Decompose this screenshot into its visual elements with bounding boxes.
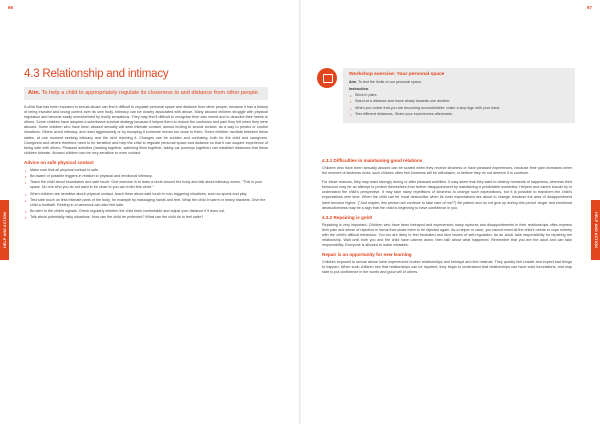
list-item: • Talk about potentially risky situations. How can the child be protected? What can the child do to feel safer?	[24, 215, 268, 220]
workshop-instruction-label: Instruction.	[349, 86, 370, 91]
section-paragraph: Repairing is very important. Children who have been betrayed and experienced many ruptures and disappointments in their relationships often express their pain and sense of rejection in forms that cause them to be rejected again. As a helper or carer, you cannot meet all the child's needs or cope entirely with the child's difficult behaviour. You too are likely to feel frustrated and face issues of self-regulation. As an adult, take responsibility for repairing the relationship. Wait until both you and the child have calmed down, then talk about what happened. Remember that you are the adult and can take responsibility. Everyone is allowed to make mistakes.	[322, 222, 572, 248]
workshop-exercise	[317, 64, 575, 123]
aim-text: To help a child to appropriately regulate its closeness to and distance from other people.	[40, 90, 260, 96]
side-tab	[0, 200, 9, 260]
list-item: • Be alert to the child's signals. Check regularly whether the child feels comfortable and adjust your distance if it does not.	[24, 209, 268, 214]
section-heading: Repair is an opportunity for new learning	[322, 252, 412, 258]
page-title: 4.3 Relationship and intimacy	[24, 68, 169, 80]
list-item: • Be aware of possible triggers in relation to physical and emotional intimacy.	[24, 174, 268, 179]
section-heading: 4.3.1 Difficulties in maintaining good relations	[322, 158, 423, 163]
list-item: • Test safe touch on less intimate parts of the body, for example by massaging hands and feet. Wrap the child in warm or heavy blankets. Give the child a footbath. Resting in a hammock can also feel safe.	[24, 198, 268, 208]
advice-heading: Advice on safe physical contact	[24, 159, 94, 165]
list-item: • Work in pairs.	[349, 93, 569, 98]
workshop-icon	[317, 64, 337, 88]
list-item: • Teach the child about boundaries and safe touch. One exercise is to draw a circle around the body and talk about intimacy zones. "This is your space. No one who you do not want to be close to you can enter this circle."	[24, 180, 268, 190]
workshop-aim	[349, 80, 569, 85]
workshop-icon-label: WORKSHOP	[319, 64, 335, 67]
section-heading: 4.3.2 Repairing is gold!	[322, 214, 373, 220]
side-tab	[591, 200, 600, 260]
workshop-steps	[349, 93, 569, 117]
advice-list	[24, 168, 268, 220]
side-tab-label: HELP AND ACTION	[593, 212, 598, 248]
section-paragraph: For these reasons, they may react strongly during or after pleasant activities. It may seem that they want to destroy moments of happiness, whereas their behaviour may be an attempt to protect themselves from further disappointment by maintaining a predictable worldview. Helpers and carers should try to understand the child's perspective. It may take many repetitions of kindness to change such expectations, but it is possible to transform the child's expectations over time. When the child can be 'most destructive when its inner expectations are about to change, because the area of disappointment have become higher. ("Just maybe, this person will continue to take care of me?") Be patient and do not give up during this period. Anger and emotional destructiveness may be a sign that the child is beginning to have confidence in you.	[322, 180, 572, 210]
list-item: • Test different distances. Share your experiences afterwards.	[349, 112, 569, 117]
page-number: 66	[8, 5, 14, 10]
workshop-title: Workshop exercise: Your personal space	[349, 72, 445, 77]
workshop-aim-label: Aim.	[349, 80, 357, 84]
right-column	[322, 156, 572, 280]
workshop-aim-text: To test the limits of our personal space.	[357, 80, 422, 84]
workshop-box	[343, 68, 575, 123]
aim-label: Aim.	[28, 90, 41, 96]
section-paragraph: Children who have been sexually abused can be scared when they receive kindness or have pleasant experiences, because their pain increases when the moment of kindness ends; such children often feel kindness will be withdrawn, or believe they do not deserve it to continue.	[322, 166, 572, 176]
list-item: • When you notice that you are becoming uncomfortable, make a stop sign with your hand.	[349, 106, 569, 111]
side-tab-label: HELP AND ACTION	[2, 212, 7, 248]
section-paragraph: Children exposed to sexual abuse have experienced broken relationships and betrayal and feel mistrust. They quickly feel unsafe and expect bad things to happen. When such children see that relationships can be repaired, they begin to understand that relationships can have solid foundations, and may start to put confidence in the words and good will of others.	[322, 260, 572, 275]
list-item: • Stand at a distance and move slowly towards one another.	[349, 99, 569, 104]
book-spine	[299, 0, 301, 424]
list-item: • Make sure that all physical contact is safe.	[24, 168, 268, 173]
intro-paragraph: A child that has been exposed to sexual abuse can find it difficult to regulate personal space and distance from other people, because it has a history of being invaded and losing control over its own body. Intimacy can be closely associated with abuse. Many abused children struggle with physical regulation and become easily overwhelmed by bodily sensations. They may find it difficult to recognise their own needs and to describe their needs to others. Some children have adopted a submissive survival strategy because it helped them to reduce the confusion and pain they felt when they were abused. Some children who have been abused sexually will seek intimate contact, almost inviting to sexual contact, as a way to predict or control situations. Others avoid intimacy, and react aggressively or by escaping if someone moves too close to them. Some children oscillate between these states, at one moment seeking intimacy and the next rejecting it. Changes can be sudden and confusing, both for the child and caregivers. Caregivers and others therefore need to be sensitive and help the child to regulate personal space and distance so that it can acquire experience of being safe with others. Pleasant activities (reading together, watching films together, taking car journeys together) can establish distances that these children tolerate. Abused children can be very sensitive to even contact.	[24, 105, 268, 155]
workshop-instruction	[349, 87, 569, 92]
aim-box	[24, 87, 268, 100]
left-column	[24, 68, 268, 221]
page-number: 67	[586, 5, 592, 10]
list-item: • When children are sensitive about physical contact, teach them about safe touch in non-triggering situations, such as sports and play.	[24, 192, 268, 197]
